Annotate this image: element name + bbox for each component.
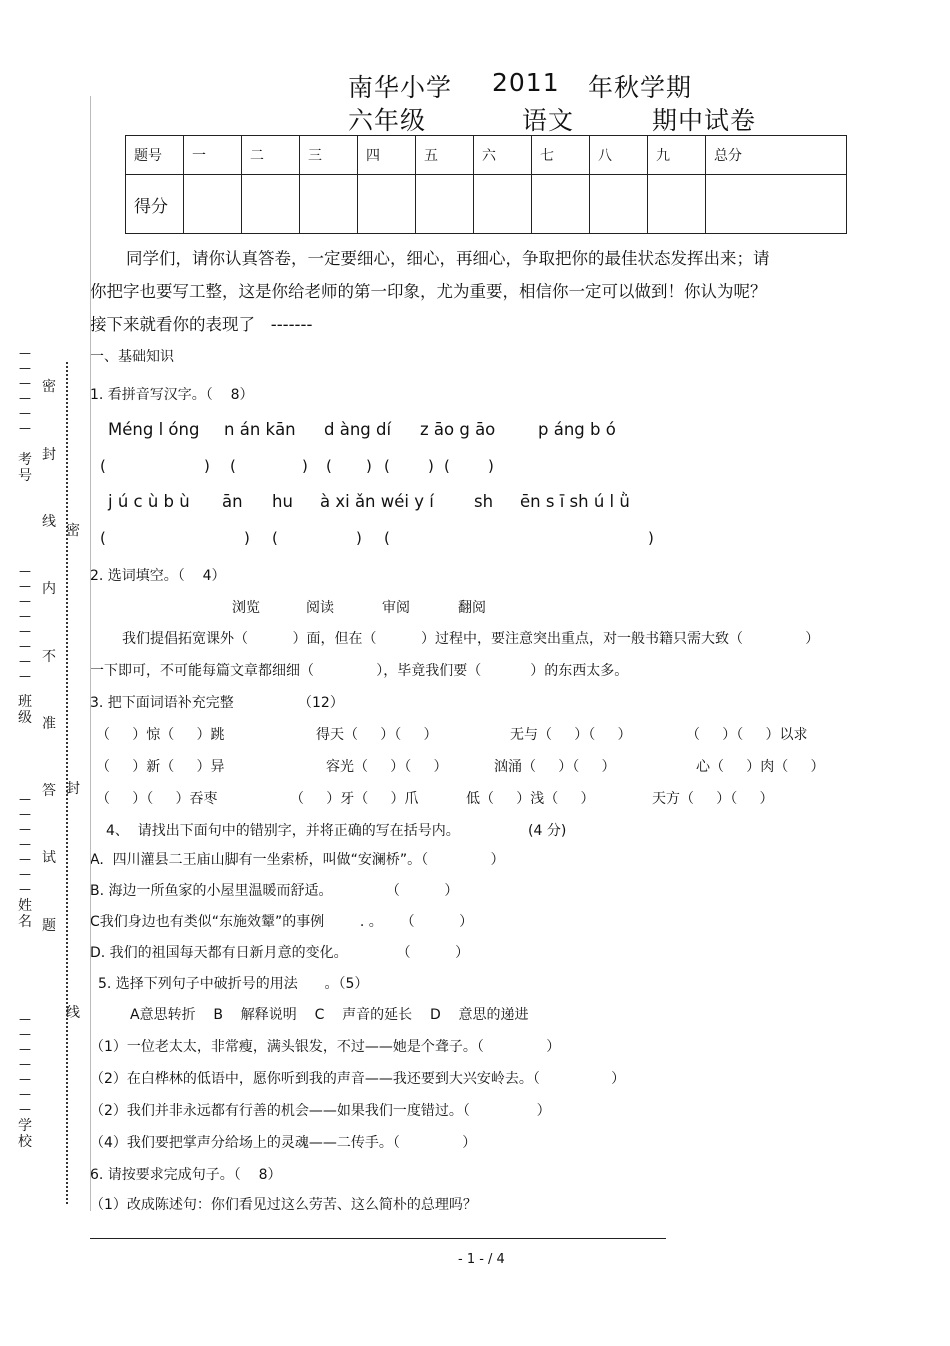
q2-option-1: 浏览 — [232, 600, 260, 616]
score-header-8: 八 — [590, 136, 648, 175]
q1-blank-close: ) — [366, 457, 372, 475]
score-cell[interactable] — [416, 175, 474, 234]
score-cell[interactable] — [648, 175, 706, 234]
q3-title: 3. 把下面词语补充完整 — [90, 695, 234, 711]
score-header-2: 二 — [242, 136, 300, 175]
q3-item: （ ）（ ）吞枣 — [96, 791, 218, 807]
q1-blank-close: ) — [648, 529, 654, 547]
score-header-7: 七 — [532, 136, 590, 175]
q3-item: （ ）惊（ ）跳 — [96, 727, 225, 743]
q2-option-3: 审阅 — [382, 600, 410, 616]
title-exam: 期中试卷 — [652, 106, 757, 135]
field-exam-number: 考号 — [18, 452, 32, 484]
section-heading: 一、基础知识 — [90, 349, 174, 365]
q4-item-a: A. 四川灌县二王庙山脚有一坐索桥，叫做“安澜桥”。（ ） — [90, 852, 505, 868]
score-cell[interactable] — [184, 175, 242, 234]
title-grade: 六年级 — [348, 106, 427, 135]
q1-blank-close: ) — [244, 529, 250, 547]
q1-title: 1. 看拼音写汉字。（ 8） — [90, 387, 254, 403]
seal-char: 封 — [42, 447, 56, 463]
field-class: 班级 — [18, 694, 32, 726]
score-cell[interactable] — [242, 175, 300, 234]
q1-blank-open: ( — [444, 457, 450, 475]
q1-pinyin-10: sh — [474, 492, 494, 511]
q2-option-4: 翻阅 — [458, 600, 486, 616]
intro-line-3: 接下来就看你的表现了 ------- — [90, 315, 313, 334]
score-cell-total[interactable] — [706, 175, 847, 234]
q5-title: 5. 选择下列句子中破折号的用法 。（5） — [98, 976, 369, 992]
q1-blank-open: ( — [384, 529, 390, 547]
field-name: 姓名 — [18, 898, 32, 930]
q2-title: 2. 选词填空。（ 4） — [90, 568, 226, 584]
seal-char: 不 — [42, 649, 56, 665]
field-underline: — — — — — — — [19, 346, 31, 435]
score-header-5: 五 — [416, 136, 474, 175]
q3-item: 无与（ ）（ ） — [510, 727, 632, 743]
q4-item-d: D. 我们的祖国每天都有日新月意的变化。 （ ） — [90, 945, 470, 961]
score-cell[interactable] — [300, 175, 358, 234]
seal-char: 试 — [42, 850, 56, 866]
q3-item: （ ）新（ ）异 — [96, 759, 225, 775]
q3-item: 低（ ）浅（ ） — [466, 791, 595, 807]
q5-item-2: （2）在白桦林的低语中，愿你听到我的声音——我还要到大兴安岭去。（ ） — [90, 1071, 626, 1087]
q1-pinyin-8: hu — [272, 492, 293, 511]
q1-blank-close: ) — [204, 457, 210, 475]
field-school: 学校 — [18, 1118, 32, 1150]
seal-char: 题 — [42, 918, 56, 934]
seal-char-2: 密 — [66, 523, 80, 539]
q1-pinyin-6: j ú c ù b ù — [108, 492, 190, 511]
score-header-1: 一 — [184, 136, 242, 175]
score-cell[interactable] — [532, 175, 590, 234]
seal-char: 线 — [42, 514, 56, 530]
q4-item-c: C我们身边也有类似“东施效颦”的事例 . 。 （ ） — [90, 914, 474, 930]
q3-item: 汹涌（ ）（ ） — [494, 759, 616, 775]
seal-char: 准 — [42, 716, 56, 732]
q1-pinyin-11: ēn s ī sh ú l ǜ — [520, 492, 630, 511]
page-number: - 1 - / 4 — [458, 1252, 505, 1267]
q3-item: 天方（ ）（ ） — [652, 791, 774, 807]
score-row-label: 得分 — [126, 175, 184, 234]
footer-rule — [90, 1238, 666, 1239]
seal-char-2: 封 — [66, 781, 80, 797]
field-underline: — — — — — — — — [19, 792, 31, 896]
seal-char-2: 线 — [66, 1005, 80, 1021]
intro-line-2: 你把字也要写工整，这是你给老师的第一印象，尤为重要，相信你一定可以做到！你认为呢？ — [90, 282, 767, 301]
q2-line-1: 我们提倡拓宽课外（ ）面，但在（ ）过程中，要注意突出重点，对一般书籍只需大致（ ） — [122, 631, 820, 647]
field-underline: — — — — — — — — [19, 1012, 31, 1116]
q3-item: 容光（ ）（ ） — [326, 759, 448, 775]
score-header-label: 题号 — [126, 136, 184, 175]
seal-char: 答 — [42, 783, 56, 799]
q3-item: 心（ ）肉（ ） — [696, 759, 825, 775]
q1-pinyin-9: à xi ǎn wéi y í — [320, 492, 434, 511]
q1-pinyin-1: Méng l óng — [108, 420, 200, 439]
q3-item: （ ）牙（ ）爪 — [290, 791, 419, 807]
q4-title: 4、 请找出下面句中的错别字，并将正确的写在括号内。 — [106, 823, 460, 839]
score-cell[interactable] — [358, 175, 416, 234]
q1-blank-close: ) — [428, 457, 434, 475]
score-header-3: 三 — [300, 136, 358, 175]
q1-pinyin-7: ān — [222, 492, 243, 511]
title-year: 2011 — [492, 68, 560, 97]
q1-pinyin-5: p áng b ó — [538, 420, 616, 439]
q2-line-2: 一下即可，不可能每篇文章都细细（ ），毕竟我们要（ ）的东西太多。 — [90, 663, 629, 679]
seal-char: 内 — [42, 581, 56, 597]
q1-blank-close: ) — [356, 529, 362, 547]
q1-blank-open: ( — [326, 457, 332, 475]
q5-item-3: （2）我们并非永远都有行善的机会——如果我们一度错过。（ ） — [90, 1103, 551, 1119]
title-subject: 语文 — [522, 106, 575, 135]
field-underline: — — — — — — — — — [19, 564, 31, 683]
seal-char: 密 — [42, 379, 56, 395]
score-cell[interactable] — [474, 175, 532, 234]
score-header-9: 九 — [648, 136, 706, 175]
score-table — [125, 135, 847, 234]
q4-item-b: B. 海边一所鱼家的小屋里温暖而舒适。 （ ） — [90, 883, 459, 899]
q5-options: A意思转折 B 解释说明 C 声音的延长 D 意思的递进 — [130, 1007, 529, 1023]
intro-line-1: 同学们，请你认真答卷，一定要细心，细心，再细心，争取把你的最佳状态发挥出来；请 — [126, 249, 770, 268]
q5-item-1: （1）一位老太太，非常瘦，满头银发，不过——她是个聋子。（ ） — [90, 1039, 561, 1055]
q3-item: （ ）（ ）以求 — [686, 727, 808, 743]
q1-pinyin-4: z āo g āo — [420, 420, 496, 439]
q2-option-2: 阅读 — [306, 600, 334, 616]
q1-blank-open: ( — [272, 529, 278, 547]
q1-blank-open: ( — [384, 457, 390, 475]
q1-blank-open: ( — [100, 529, 106, 547]
title-term: 年秋学期 — [588, 73, 693, 102]
score-header-4: 四 — [358, 136, 416, 175]
title-school: 南华小学 — [348, 73, 453, 102]
q3-item: 得天（ ）（ ） — [316, 727, 438, 743]
q3-points: （12） — [298, 695, 344, 711]
score-cell[interactable] — [590, 175, 648, 234]
q1-pinyin-3: d àng dí — [324, 420, 392, 439]
q1-blank-open: ( — [230, 457, 236, 475]
q4-points: (4 分) — [528, 823, 567, 839]
score-header-6: 六 — [474, 136, 532, 175]
q6-title: 6. 请按要求完成句子。（ 8） — [90, 1167, 282, 1183]
margin-line — [90, 96, 91, 1211]
q5-item-4: （4）我们要把掌声分给场上的灵魂——二传手。（ ） — [90, 1135, 477, 1151]
q1-blank-close: ) — [302, 457, 308, 475]
score-header-total: 总分 — [706, 136, 847, 175]
q1-pinyin-2: n án kān — [224, 420, 296, 439]
q1-blank-close: ) — [488, 457, 494, 475]
q6-item-1: （1）改成陈述句：你们看见过这么劳苦、这么简朴的总理吗？ — [90, 1197, 477, 1213]
q1-blank-open: ( — [100, 457, 106, 475]
